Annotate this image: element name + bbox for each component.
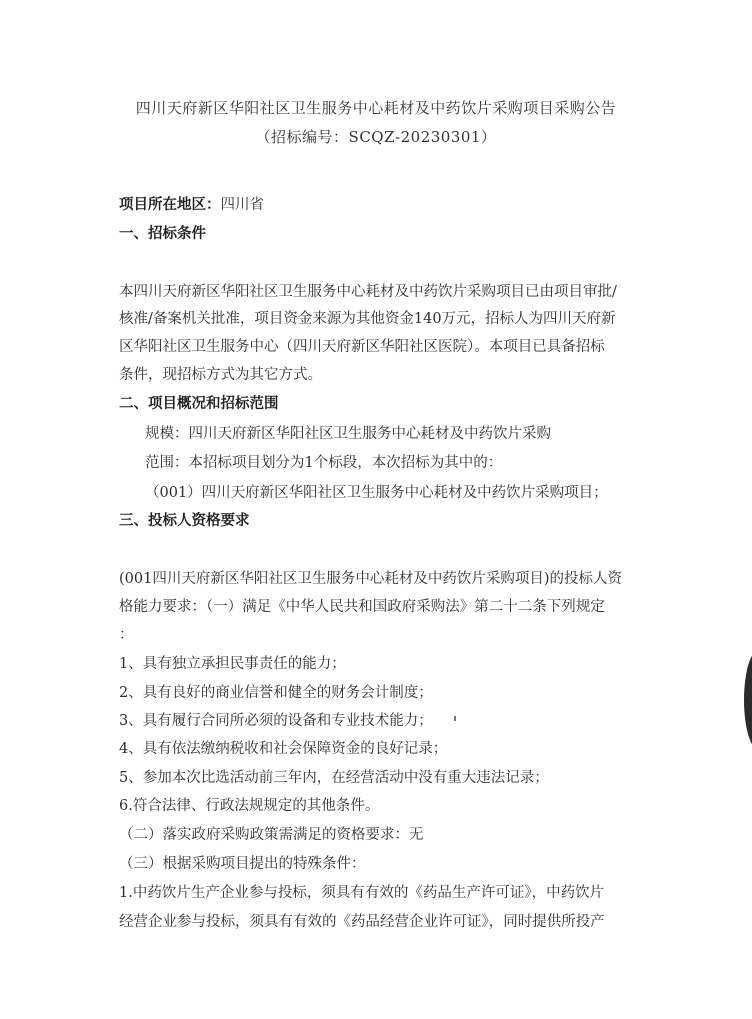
qualification-item: 5、参加本次比选活动前三年内，在经营活动中没有重大违法记录；: [119, 770, 549, 786]
policy-requirement: （二）落实政府采购政策需满足的资格要求：无: [119, 827, 424, 843]
scope-label: 范围：: [145, 455, 189, 471]
section-1-line: 核准/备案机关批准，项目资金来源为其他资金140万元，招标人为四川天府新: [119, 311, 616, 327]
project-scale: [145, 422, 551, 443]
qualification-item: 6.符合法律、行政法规规定的其他条件。: [119, 798, 380, 814]
section-1-line: 条件，现招标方式为其它方式。: [119, 367, 322, 383]
qualification-intro: (001四川天府新区华阳社区卫生服务中心耗材及中药饮片采购项目)的投标人资: [119, 571, 622, 587]
region-value: 四川省: [220, 197, 264, 213]
qualification-item: 2、具有良好的商业信誉和健全的财务会计制度；: [119, 685, 433, 701]
qualification-item: 4、具有依法缴纳税收和社会保障资金的良好记录；: [119, 741, 448, 757]
section-1-heading: 一、招标条件: [119, 226, 206, 242]
section-1-line: 本四川天府新区华阳社区卫生服务中心耗材及中药饮片采购项目已由项目审批/: [119, 284, 617, 300]
scan-binding-mark: [744, 650, 752, 750]
project-scope: [145, 451, 502, 472]
special-condition-line: 经营企业参与投标，须具有有效的《药品经营企业许可证》，同时提供所投产: [119, 914, 605, 930]
document-title: 四川天府新区华阳社区卫生服务中心耗材及中药饮片采购项目采购公告: [135, 99, 617, 117]
scan-speck: [454, 716, 456, 721]
qualification-intro: ：: [119, 627, 134, 643]
scale-value: 四川天府新区华阳社区卫生服务中心耗材及中药饮片采购: [188, 426, 551, 442]
section-1-line: 区华阳社区卫生服务中心（四川天府新区华阳社区医院）。本项目已具备招标: [119, 339, 605, 355]
section-2-heading: 二、项目概况和招标范围: [119, 396, 279, 412]
region-label: 项目所在地区：: [119, 197, 221, 213]
scale-label: 规模：: [145, 426, 189, 442]
project-region: [119, 193, 264, 214]
qualification-intro: 格能力要求：（一）满足《中华人民共和国政府采购法》第二十二条下列规定: [119, 599, 605, 615]
section-3-heading: 三、投标人资格要求: [119, 513, 250, 529]
special-condition-line: 1.中药饮片生产企业参与投标，须具有有效的《药品生产许可证》，中药饮片: [119, 885, 605, 901]
tender-number: （招标编号：SCQZ-20230301）: [255, 128, 497, 146]
qualification-item: 3、具有履行合同所必须的设备和专业技术能力；: [119, 713, 433, 729]
lot-item: （001）四川天府新区华阳社区卫生服务中心耗材及中药饮片采购项目；: [145, 485, 608, 501]
special-conditions-heading: （三）根据采购项目提出的特殊条件：: [119, 856, 366, 872]
qualification-item: 1、具有独立承担民事责任的能力；: [119, 656, 346, 672]
scope-value: 本招标项目划分为1个标段，本次招标为其中的：: [188, 455, 503, 471]
